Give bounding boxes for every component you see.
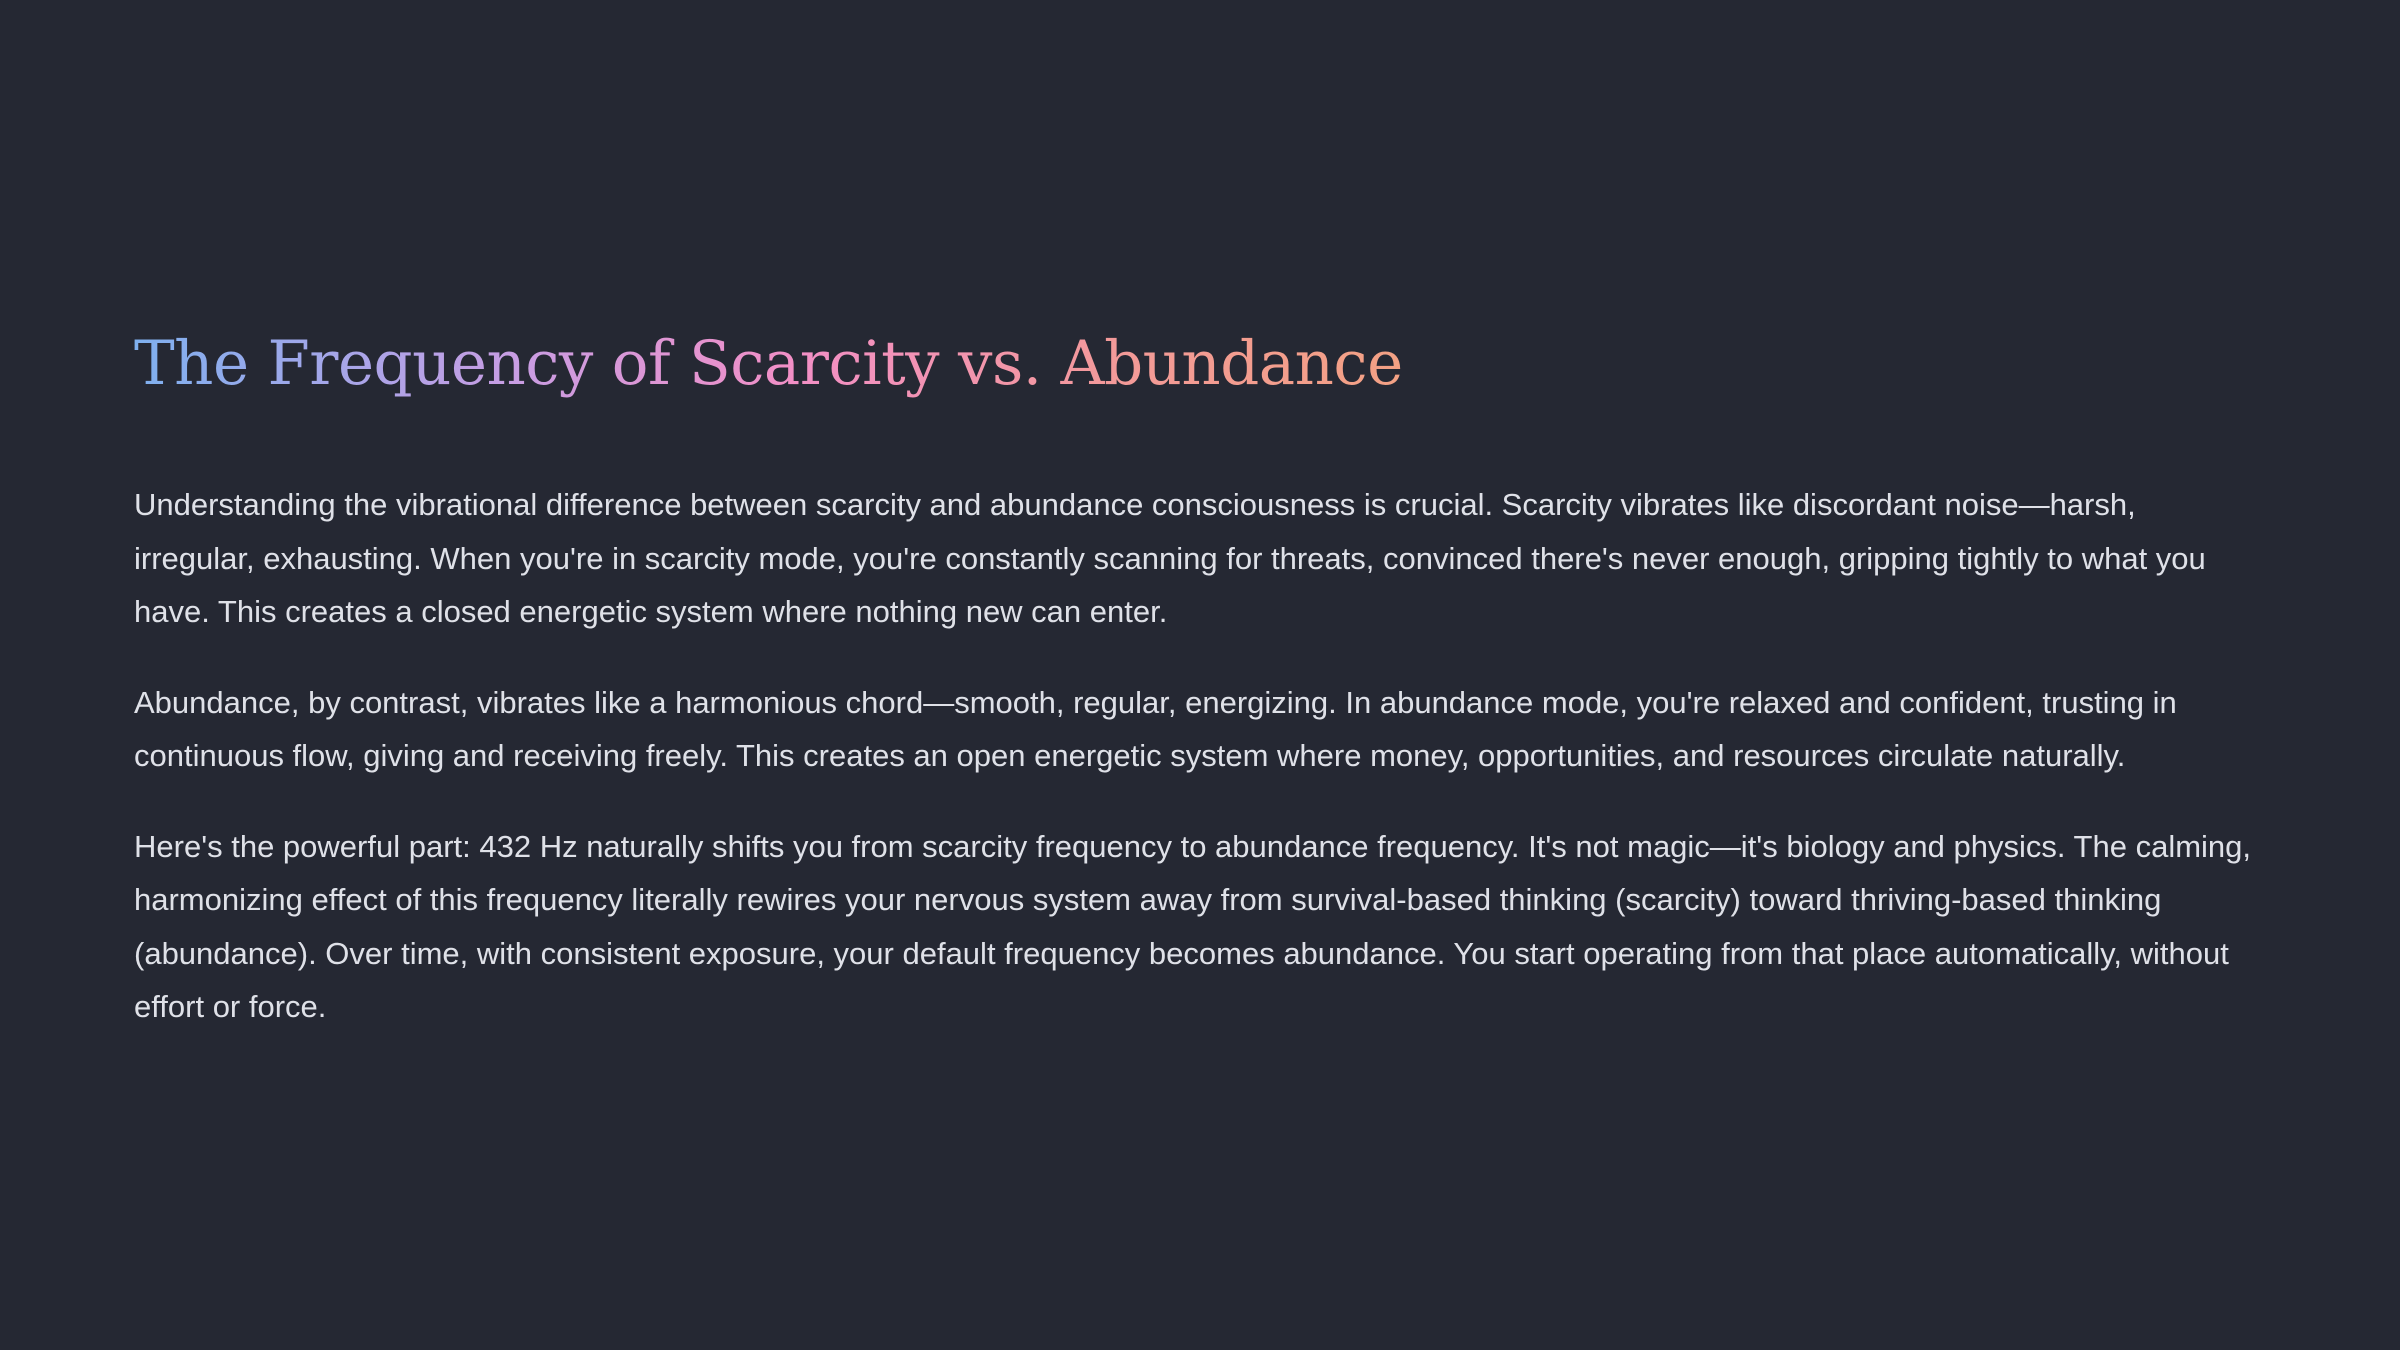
slide-title: The Frequency of Scarcity vs. Abundance — [134, 318, 1403, 410]
paragraph-abundance: Abundance, by contrast, vibrates like a harmonious chord—smooth, regular, energizing. In abundance mode, you're relaxed and confident, trusting in continuous flow, giving and receiving freely. This creates an open energetic system where money, opportunities, and resources circulate naturally. — [134, 684, 2177, 773]
paragraph-scarcity: Understanding the vibrational difference between scarcity and abundance consciousness is crucial. Scarcity vibrates like discordant noise—harsh, irregular, exhausting. When you're in scarcity mode, you're constantly scanning for threats, convinced there's never enough, gripping tightly to what you have. This creates a closed energetic system where nothing new can enter. — [134, 487, 2206, 629]
slide-content — [134, 318, 2264, 1071]
paragraph-432hz: Here's the powerful part: 432 Hz naturally shifts you from scarcity frequency to abundance frequency. It's not magic—it's biology and physics. The calming, harmonizing effect of this frequency literally rewires your nervous system away from survival-based thinking (scarcity) toward thriving-based thinking (abundance). Over time, with consistent exposure, your default frequency becomes abundance. You start operating from that place automatically, without effort or force. — [134, 828, 2252, 1024]
